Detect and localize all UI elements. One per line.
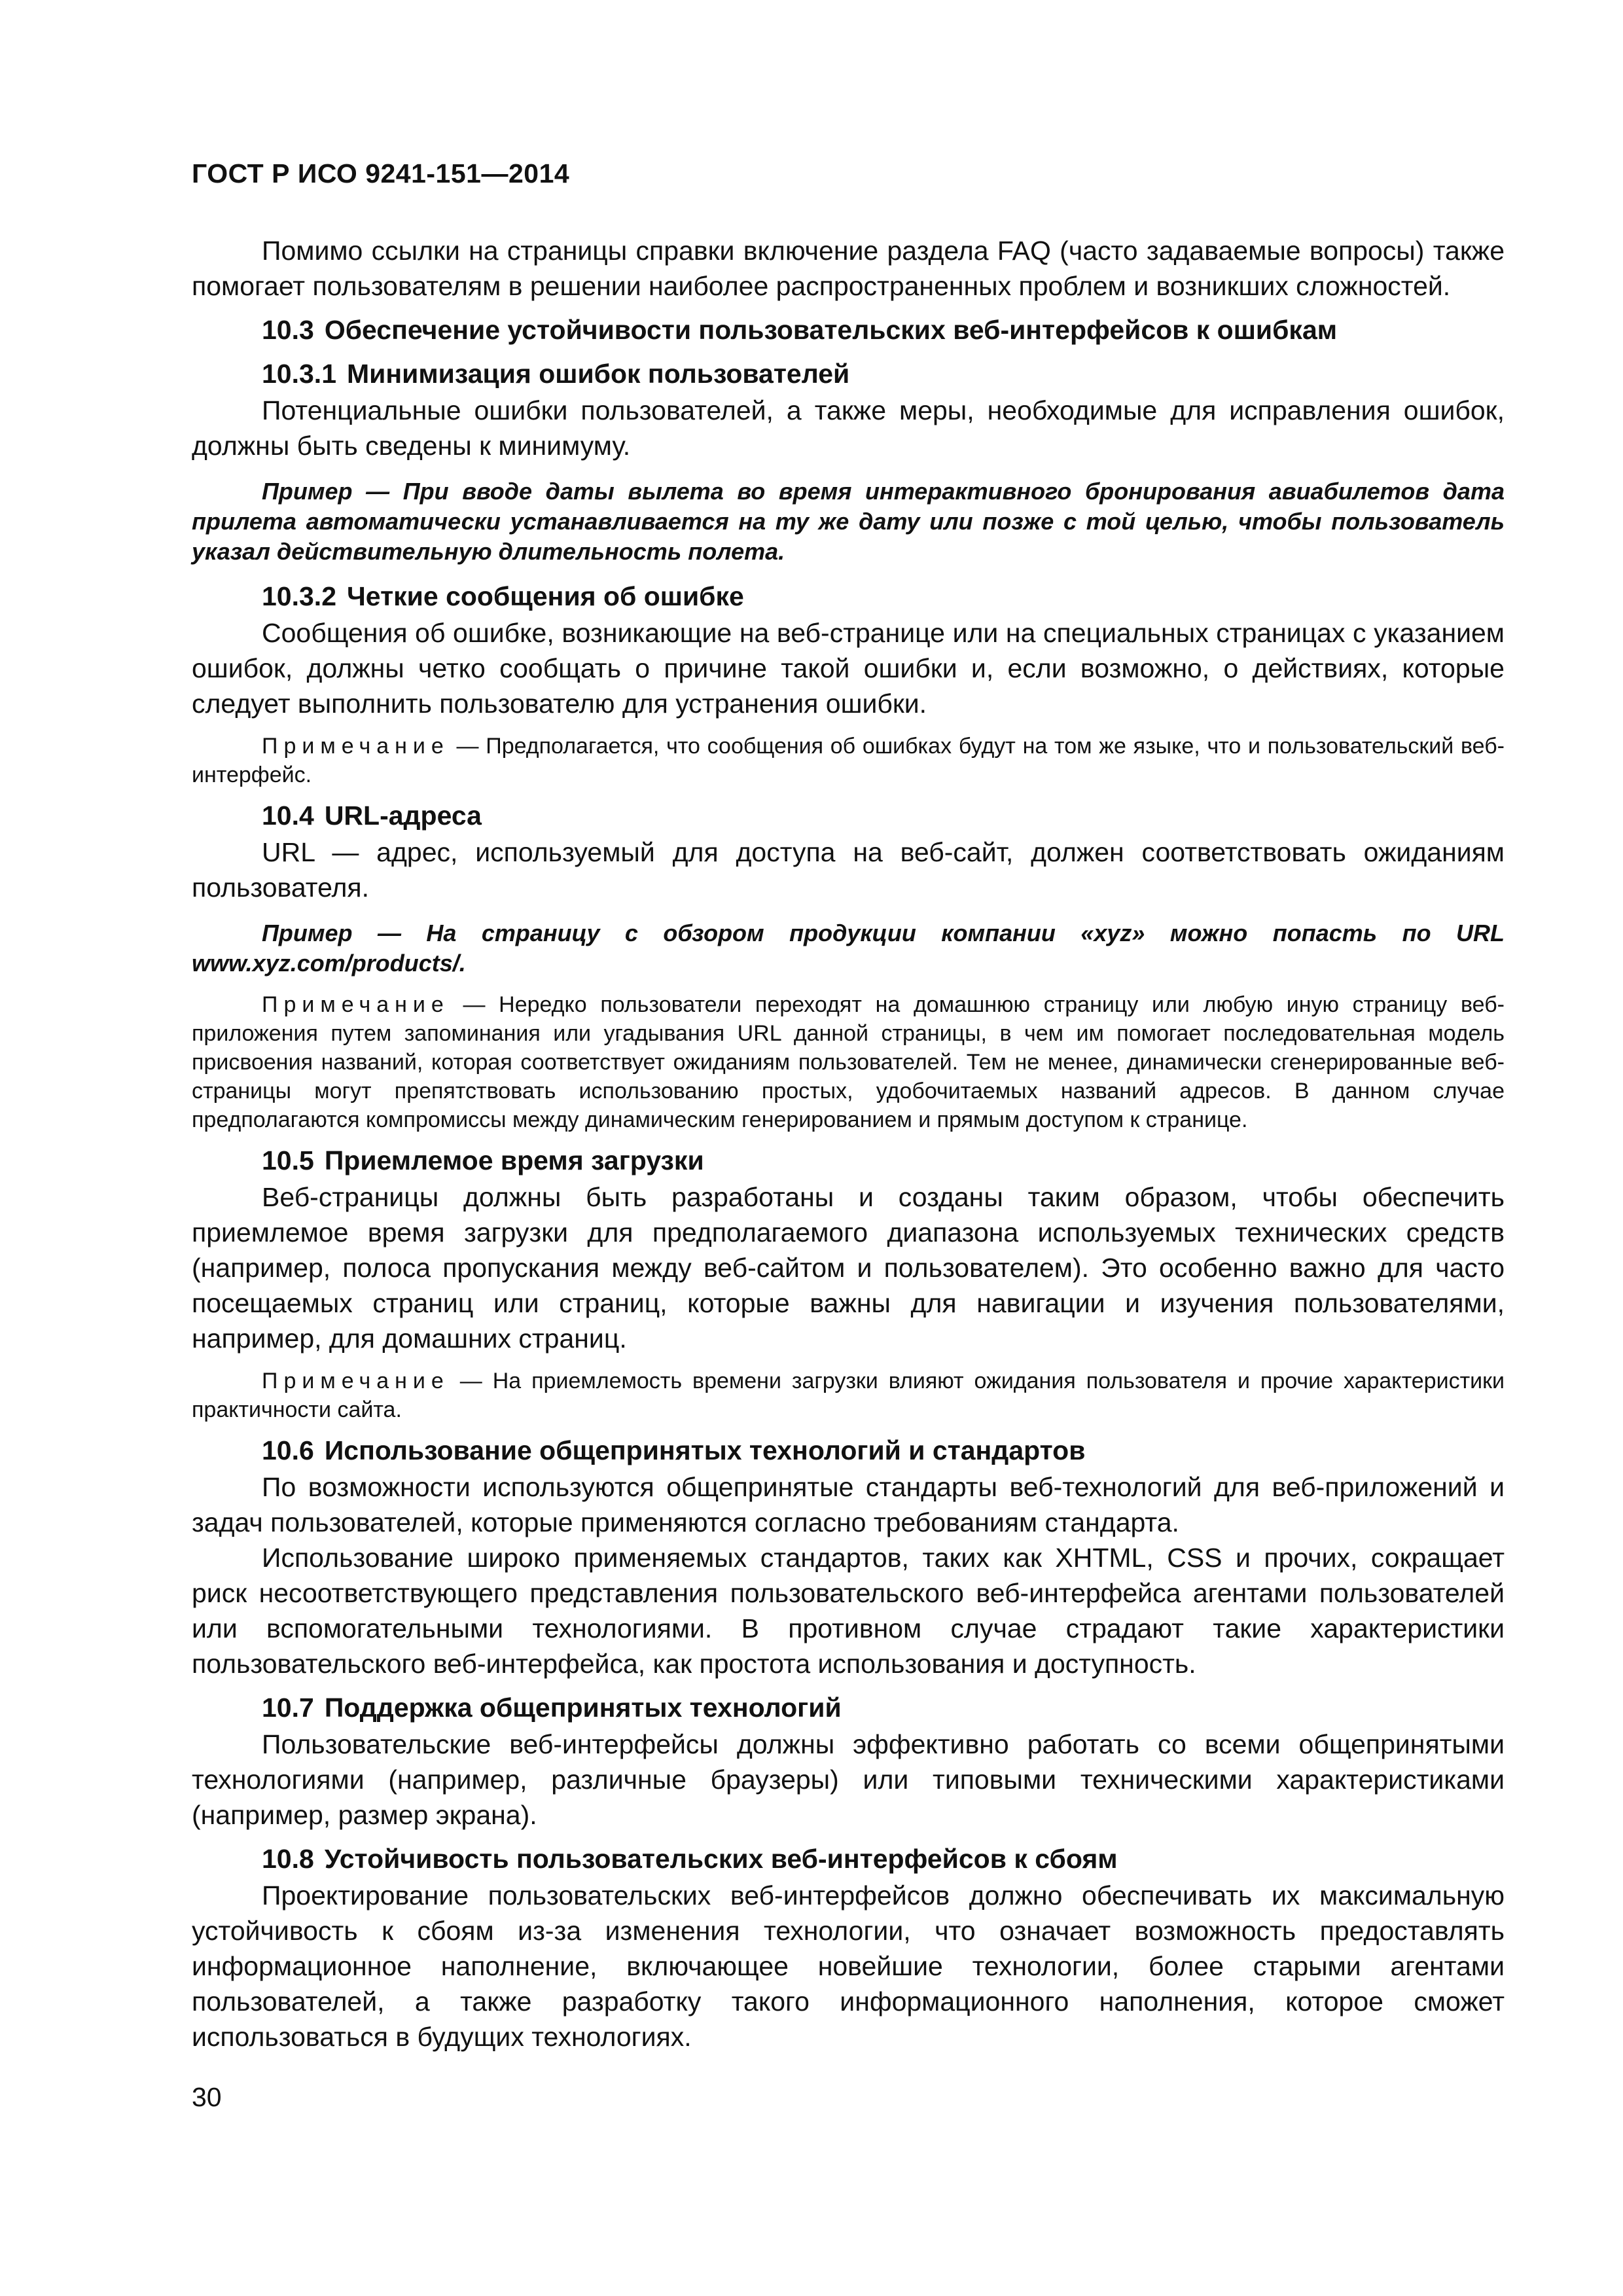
section-number: 10.3.2 <box>262 581 336 611</box>
section-10-3-1-example: Пример — При вводе даты вылета во время интерактивного бронирования авиабилетов дата прилета автоматически устанавливается на ту же дату или позже с той целью, чтобы пользователь указал действительную длительность полета. <box>192 478 1505 565</box>
section-10-3-1-heading <box>192 356 1505 391</box>
section-10-6-heading <box>192 1433 1505 1468</box>
page-number: 30 <box>192 2082 222 2112</box>
section-10-4-note <box>192 990 1505 1134</box>
section-10-6-paragraph-2: Использование широко применяемых стандартов, таких как XHTML, CSS и прочих, сокращает риск несоответствующего представления пользовательского веб-интерфейса агентами пользователей или вспомогательными технологиями. В противном случае страдают такие характеристики пользовательского веб-интерфейса, как простота использования и доступность. <box>192 1543 1505 1679</box>
section-number: 10.4 <box>262 800 314 831</box>
section-10-4-paragraph: URL — адрес, используемый для доступа на веб-сайт, должен соответствовать ожиданиям пользователя. <box>192 837 1505 903</box>
section-number: 10.5 <box>262 1145 314 1175</box>
section-title: URL-адреса <box>324 800 482 831</box>
document-page <box>192 157 1505 2113</box>
section-number: 10.6 <box>262 1435 314 1465</box>
section-title: Четкие сообщения об ошибке <box>347 581 744 611</box>
section-10-7-heading <box>192 1690 1505 1725</box>
note-label: Примечание <box>262 992 450 1017</box>
section-10-3-1-paragraph: Потенциальные ошибки пользователей, а также меры, необходимые для исправления ошибок, должны быть сведены к минимуму. <box>192 395 1505 461</box>
section-10-3-heading <box>192 312 1505 348</box>
section-10-6-paragraph-1: По возможности используются общепринятые стандарты веб-технологий для веб-приложений и задач пользователей, которые применяются согласно требованиям стандарта. <box>192 1472 1505 1537</box>
note-label: Примечание <box>262 734 450 759</box>
note-text: — Нередко пользователи переходят на домашнюю страницу или любую иную страницу веб-приложения путем запоминания или угадывания URL данной страницы, в чем им помогает последовательная модель присвоения названий, которая соответствует ожиданиям пользователей. Тем не менее, динамически сгенерированные веб-страницы могут препятствовать использованию простых, удобочитаемых названий адресов. В данном случае предполагаются компромиссы между динамическим генерированием и прямым доступом к странице. <box>192 992 1505 1132</box>
section-number: 10.3 <box>262 315 314 345</box>
section-10-3-2-paragraph: Сообщения об ошибке, возникающие на веб-странице или на специальных страницах с указанием ошибок, должны четко сообщать о причине такой ошибки и, если возможно, о действиях, которые следует выполнить пользователю для устранения ошибки. <box>192 618 1505 719</box>
note-text: — На приемлемость времени загрузки влияют ожидания пользователя и прочие характеристики практичности сайта. <box>192 1369 1505 1422</box>
section-10-8-paragraph: Проектирование пользовательских веб-интерфейсов должно обеспечивать их максимальную устойчивость к сбоям из-за изменения технологии, что означает возможность предоставлять информационное наполнение, включающее новейшие технологии, более старыми агентами пользователей, а также разработку такого информационного наполнения, которое сможет использоваться в будущих технологиях. <box>192 1880 1505 2052</box>
section-title: Приемлемое время загрузки <box>324 1145 704 1175</box>
section-number: 10.3.1 <box>262 359 336 389</box>
section-title: Использование общепринятых технологий и стандартов <box>324 1435 1086 1465</box>
section-number: 10.7 <box>262 1693 314 1723</box>
section-title: Устойчивость пользовательских веб-интерфейсов к сбоям <box>324 1844 1118 1874</box>
section-title: Обеспечение устойчивости пользовательских веб-интерфейсов к ошибкам <box>324 315 1338 345</box>
section-10-3-2-note <box>192 732 1505 789</box>
section-10-8-heading <box>192 1841 1505 1876</box>
intro-paragraph: Помимо ссылки на страницы справки включение раздела FAQ (часто задаваемые вопросы) также помогает пользователям в решении наиболее распространенных проблем и возникших сложностей. <box>192 236 1505 301</box>
section-10-4-example: Пример — На страницу с обзором продукции компании «xyz» можно попасть по URL www.xyz.com/products/. <box>192 920 1505 977</box>
section-10-4-heading <box>192 798 1505 833</box>
section-title: Минимизация ошибок пользователей <box>347 359 850 389</box>
note-text: — Предполагается, что сообщения об ошибках будут на том же языке, что и пользовательский веб-интерфейс. <box>192 734 1505 787</box>
section-title: Поддержка общепринятых технологий <box>324 1693 842 1723</box>
section-10-3-2-heading <box>192 579 1505 614</box>
section-10-5-note <box>192 1367 1505 1424</box>
section-number: 10.8 <box>262 1844 314 1874</box>
section-10-7-paragraph: Пользовательские веб-интерфейсы должны эффективно работать со всеми общепринятыми технологиями (например, различные браузеры) или типовыми техническими характеристиками (например, размер экрана). <box>192 1729 1505 1830</box>
section-10-5-paragraph: Веб-страницы должны быть разработаны и созданы таким образом, чтобы обеспечить приемлемое время загрузки для предполагаемого диапазона используемых технических средств (например, полоса пропускания между веб-сайтом и пользователем). Это особенно важно для часто посещаемых страниц или страниц, которые важны для навигации и изучения пользователями, например, для домашних страниц. <box>192 1182 1505 1354</box>
section-10-5-heading <box>192 1143 1505 1178</box>
document-code-header: ГОСТ Р ИСО 9241-151—2014 <box>192 158 570 188</box>
note-label: Примечание <box>262 1369 450 1393</box>
